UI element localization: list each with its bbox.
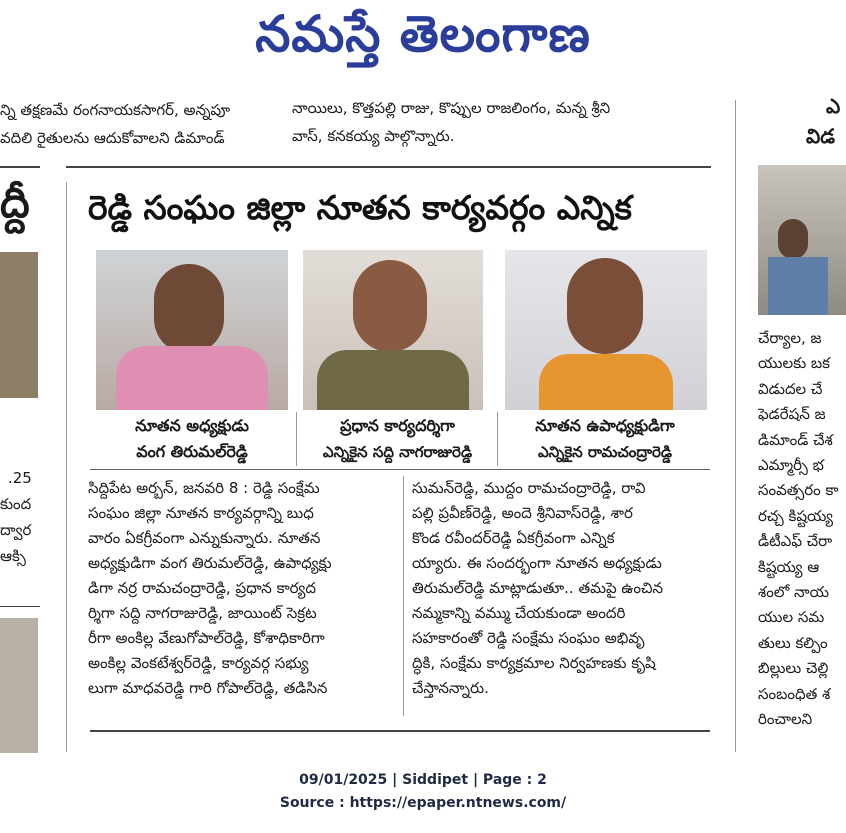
caption-2-line-2: ఎన్నికైన సద్ది నాగరాజురెడ్డి xyxy=(322,443,473,461)
caption-3-line-2: ఎన్నికైన రామచంద్రారెడ్డి xyxy=(538,443,672,461)
right-line: సంబంధిత శ xyxy=(758,684,831,703)
body-right-line: పల్లి ప్రవీణ్‌రెడ్డి, అందె శ్రీనివాస్‌రెడ్డి, శార xyxy=(412,504,633,522)
body-left-line: సంఘం జిల్లా నూతన కార్యవర్గాన్ని బుధ xyxy=(88,504,314,522)
right-line: డిమాండ్ చేశ xyxy=(758,430,833,449)
body-left-line: లుగా మాధవరెడ్డి గారి గోపాల్‌రెడ్డి, తడిసిన xyxy=(88,679,328,697)
footer-source-line: Source : https://epaper.ntnews.com/ xyxy=(279,795,567,811)
right-headline-line-1: ఎ xyxy=(826,94,841,118)
body-left-line: అంకిల్ల వెంకటేశ్వర్‌రెడ్డి, కార్యవర్గ సభ్యు xyxy=(88,654,309,672)
right-line: బిల్లులు చెల్లి xyxy=(758,659,829,678)
article-bottom-divider xyxy=(90,730,710,732)
body-left-line: ర్శిగా సద్ది నాగరాజురెడ్డి, జాయింట్ సెక్రట xyxy=(88,604,317,622)
photo-general-secretary xyxy=(303,250,483,410)
body-left-line: రీగా అంకిల్ల వేణుగోపాల్‌రెడ్డి, కోశాధికారిగా xyxy=(88,629,325,647)
right-line: చేర్యాల, జ xyxy=(758,329,822,347)
left-top-line-1: న్ని తక్షణమే రంగనాయకసాగర్, అన్నపూ xyxy=(0,101,231,119)
left-mid-line-2: కుంద xyxy=(0,495,32,513)
body-right-line: సహకారంతో రెడ్డి సంక్షేమ సంఘం అభివృ xyxy=(412,629,645,647)
right-line: యుల సమ xyxy=(758,608,825,627)
right-line: రించాలని xyxy=(758,710,813,729)
body-left-line: డిగా నర్ర రామచంద్రారెడ్డి, ప్రధాన కార్యద xyxy=(88,579,316,597)
article-headline: రెడ్డి సంఘం జిల్లా నూతన కార్యవర్గం ఎన్నిక xyxy=(88,188,632,227)
right-line: విడుదల చే xyxy=(758,379,823,398)
right-line: ఫెడరేషన్ జ xyxy=(758,405,826,424)
photo-president xyxy=(96,250,288,410)
caption-separator-1 xyxy=(296,412,297,466)
article-body-left xyxy=(88,476,400,701)
body-right-line: తిరుమల్‌రెడ్డి మాట్లాడుతూ.. తమపై ఉంచిన xyxy=(412,579,664,597)
center-top-line-2: వాస్, కనకయ్య పాల్గొన్నారు. xyxy=(292,127,455,145)
right-photo xyxy=(758,165,846,315)
left-headline-fragment: ద్దీ xyxy=(0,178,30,227)
body-right-line: చేస్తానన్నారు. xyxy=(412,679,489,697)
article-body-right xyxy=(412,476,712,701)
left-mid-line-3: ద్వార xyxy=(0,521,32,539)
left-mid-line-4: ఆక్సి xyxy=(0,547,26,565)
body-right-line: ద్ధికి, సంక్షేమ కార్యక్రమాల నిర్వహణకు కృషి xyxy=(412,654,656,672)
column-separator-left xyxy=(66,182,67,752)
right-line: డీటీఎఫ్ చేరా xyxy=(758,532,833,551)
caption-separator-2 xyxy=(497,412,498,466)
caption-2-line-1: ప్రధాన కార్యదర్శిగా xyxy=(340,416,455,435)
body-left-line: అధ్యక్షుడిగా వంగ తిరుమల్‌రెడ్డి, ఉపాధ్యక్షు xyxy=(88,554,332,572)
right-column-body xyxy=(758,326,846,733)
body-right-line: కొండ రవీందర్‌రెడ్డి ఏకగ్రీవంగా ఎన్నిక xyxy=(412,529,615,547)
caption-1-line-1: నూతన అధ్యక్షుడు xyxy=(135,416,249,435)
column-separator-right xyxy=(735,100,736,752)
left-mid-line-1: .25 xyxy=(8,469,32,487)
left-top-line-2: వదిలి రైతులను ఆదుకోవాలని డిమాండ్ xyxy=(0,129,225,147)
right-line: సంవత్సరం కా xyxy=(758,481,839,500)
body-right-line: య్యారు. ఈ సందర్భంగా నూతన అధ్యక్షుడు xyxy=(412,554,662,572)
right-line: కిష్టయ్య ఆ xyxy=(758,557,820,576)
right-line: ఎమ్మార్సీ భ xyxy=(758,456,824,475)
photo-vice-president xyxy=(505,250,707,410)
left-divider-2 xyxy=(0,606,40,607)
right-headline-line-2: విడ xyxy=(806,124,836,148)
body-left-line: సిద్దిపేట అర్బన్, జనవరి 8 : రెడ్డి సంక్షేమ xyxy=(88,479,320,497)
right-line: యులకు బక xyxy=(758,354,830,373)
body-column-separator xyxy=(403,476,404,716)
left-photo-2 xyxy=(0,618,38,753)
body-right-line: నమ్మకాన్ని వమ్ము చేయకుండా అందరి xyxy=(412,604,626,622)
caption-1-line-2: వంగ తిరుమల్‌రెడ్డి xyxy=(136,442,248,461)
center-top-line-1: నాయిలు, కొత్తపల్లి రాజు, కొప్పుల రాజలింగం, మన్న శ్రీని xyxy=(292,99,611,117)
newspaper-title: నమస్తే తెలంగాణ xyxy=(255,4,591,63)
left-divider xyxy=(0,166,40,168)
left-photo xyxy=(0,252,38,398)
caption-3-line-1: నూతన ఉపాధ్యక్షుడిగా xyxy=(535,416,675,435)
body-right-line: సుమన్‌రెడ్డి, ముద్దం రామచంద్రారెడ్డి, రావి xyxy=(412,479,646,497)
body-left-line: వారం ఏకగ్రీవంగా ఎన్నుకున్నారు. నూతన xyxy=(88,529,321,547)
masthead xyxy=(0,0,846,80)
footer-date-line: 09/01/2025 | Siddipet | Page : 2 xyxy=(299,772,547,788)
right-line: శంలో నాయ xyxy=(758,583,829,602)
right-line: రచ్చ కిష్టయ్య xyxy=(758,506,834,525)
right-line: తులు కల్పిం xyxy=(758,633,828,652)
center-divider xyxy=(66,166,711,168)
caption-divider xyxy=(90,469,710,470)
